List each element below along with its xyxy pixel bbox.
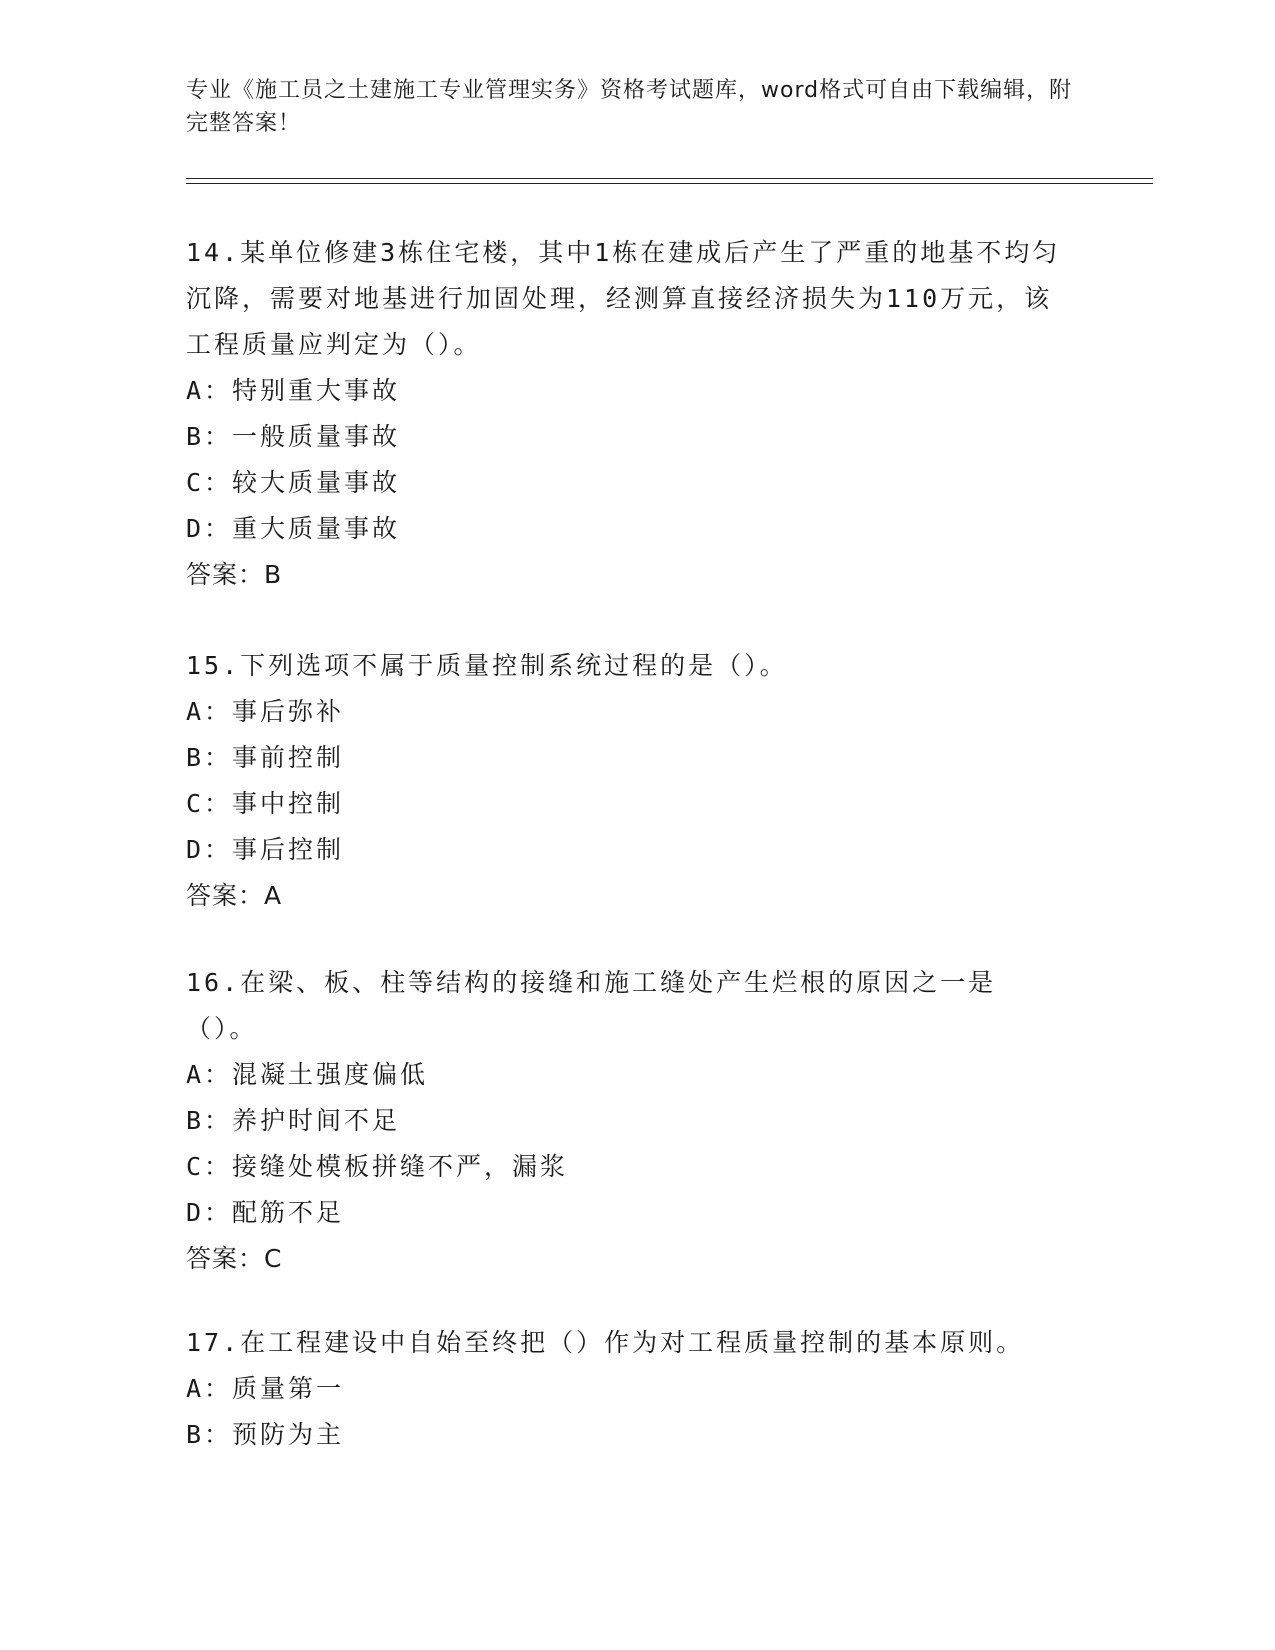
question-text: 17.在工程建设中自始至终把（）作为对工程质量控制的基本原则。 <box>186 1328 1025 1357</box>
option-b: B：养护时间不足 <box>186 1106 401 1135</box>
option-a: A：特别重大事故 <box>186 376 401 405</box>
document-header: 专业《施工员之土建施工专业管理实务》资格考试题库，word格式可自由下载编辑，附完整答案！ <box>186 78 1073 136</box>
question-text: 15.下列选项不属于质量控制系统过程的是（）。 <box>186 651 788 680</box>
answer: 答案：A <box>186 881 283 910</box>
question-14 <box>186 230 1066 598</box>
option-c: C：事中控制 <box>186 789 345 818</box>
option-d: D：事后控制 <box>186 835 345 864</box>
answer: 答案：C <box>186 1244 283 1273</box>
question-16 <box>186 960 1066 1282</box>
option-b: B：一般质量事故 <box>186 422 401 451</box>
option-d: D：重大质量事故 <box>186 514 401 543</box>
question-text: 14.某单位修建3栋住宅楼，其中1栋在建成后产生了严重的地基不均匀沉降，需要对地基进行加固处理，经测算直接经济损失为110万元，该工程质量应判定为（）。 <box>186 238 1061 359</box>
option-b: B：事前控制 <box>186 743 345 772</box>
option-c: C：较大质量事故 <box>186 468 401 497</box>
option-a: A：混凝土强度偏低 <box>186 1060 429 1089</box>
option-b: B：预防为主 <box>186 1420 345 1449</box>
header-divider-bottom <box>186 183 1153 184</box>
question-text: 16.在梁、板、柱等结构的接缝和施工缝处产生烂根的原因之一是（）。 <box>186 968 997 1043</box>
question-15 <box>186 643 1066 919</box>
option-c: C：接缝处模板拼缝不严，漏浆 <box>186 1152 569 1181</box>
question-17 <box>186 1320 1066 1458</box>
option-a: A：质量第一 <box>186 1374 345 1403</box>
option-d: D：配筋不足 <box>186 1198 345 1227</box>
option-a: A：事后弥补 <box>186 697 345 726</box>
answer: 答案：B <box>186 560 283 589</box>
header-divider-top <box>186 178 1153 179</box>
